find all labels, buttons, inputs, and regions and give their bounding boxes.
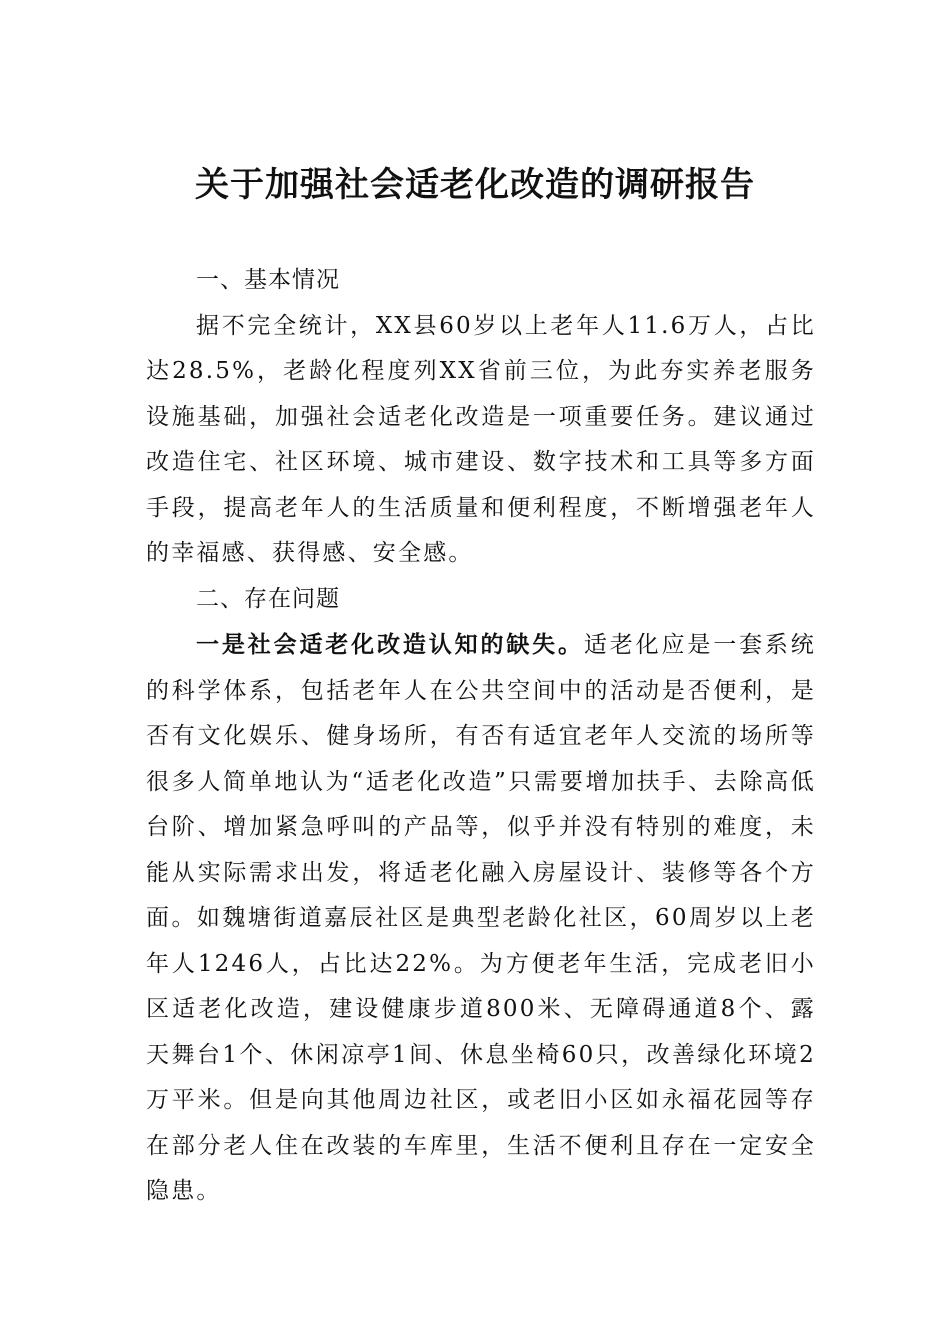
- document-title: 关于加强社会适老化改造的调研报告: [195, 165, 755, 205]
- section-heading-basic-situation: 一、基本情况: [196, 267, 340, 293]
- section-heading-existing-problems: 二、存在问题: [196, 585, 340, 612]
- paragraph-basic-situation: [146, 304, 816, 577]
- paragraph-text: 适老化应是一套系统的科学体系，包括老年人在公共空间中的活动是否便利，是否有文化娱乐、健身场所，有否有适宜老年人交流的场所等很多人简单地认为“适老化改造”只需要增加扶手、去除高低台阶、增加紧急呼叫的产品等，似乎并没有特别的难度，未能从实际需求出发，将适老化融入房屋设计、装修等各个方面。如魏塘街道嘉辰社区是典型老龄化社区，60周岁以上老年人1246人，占比达22%。为方便老年生活，完成老旧小区适老化改造，建设健康步道800米、无障碍通道8个、露天舞台1个、休闲凉亭1间、休息坐椅60只，改善绿化环境2万平米。但是向其他周边社区，或老旧小区如永福花园等存在部分老人住在改装的车库里，生活不便利且存在一定安全隐患。: [146, 632, 816, 1204]
- paragraph-lead: 一是社会适老化改造认知的缺失。: [196, 631, 584, 658]
- paragraph-problem-one: [146, 622, 816, 1215]
- document-body: [146, 258, 816, 1215]
- paragraph-text: 据不完全统计，XX县60岁以上老年人11.6万人，占比达28.5%，老龄化程度列XX省前三位，为此夯实养老服务设施基础，加强社会适老化改造是一项重要任务。建议通过改造住宅、社区环境、城市建设、数字技术和工具等多方面手段，提高老年人的生活质量和便利程度，不断增强老年人的幸福感、获得感、安全感。: [146, 312, 816, 566]
